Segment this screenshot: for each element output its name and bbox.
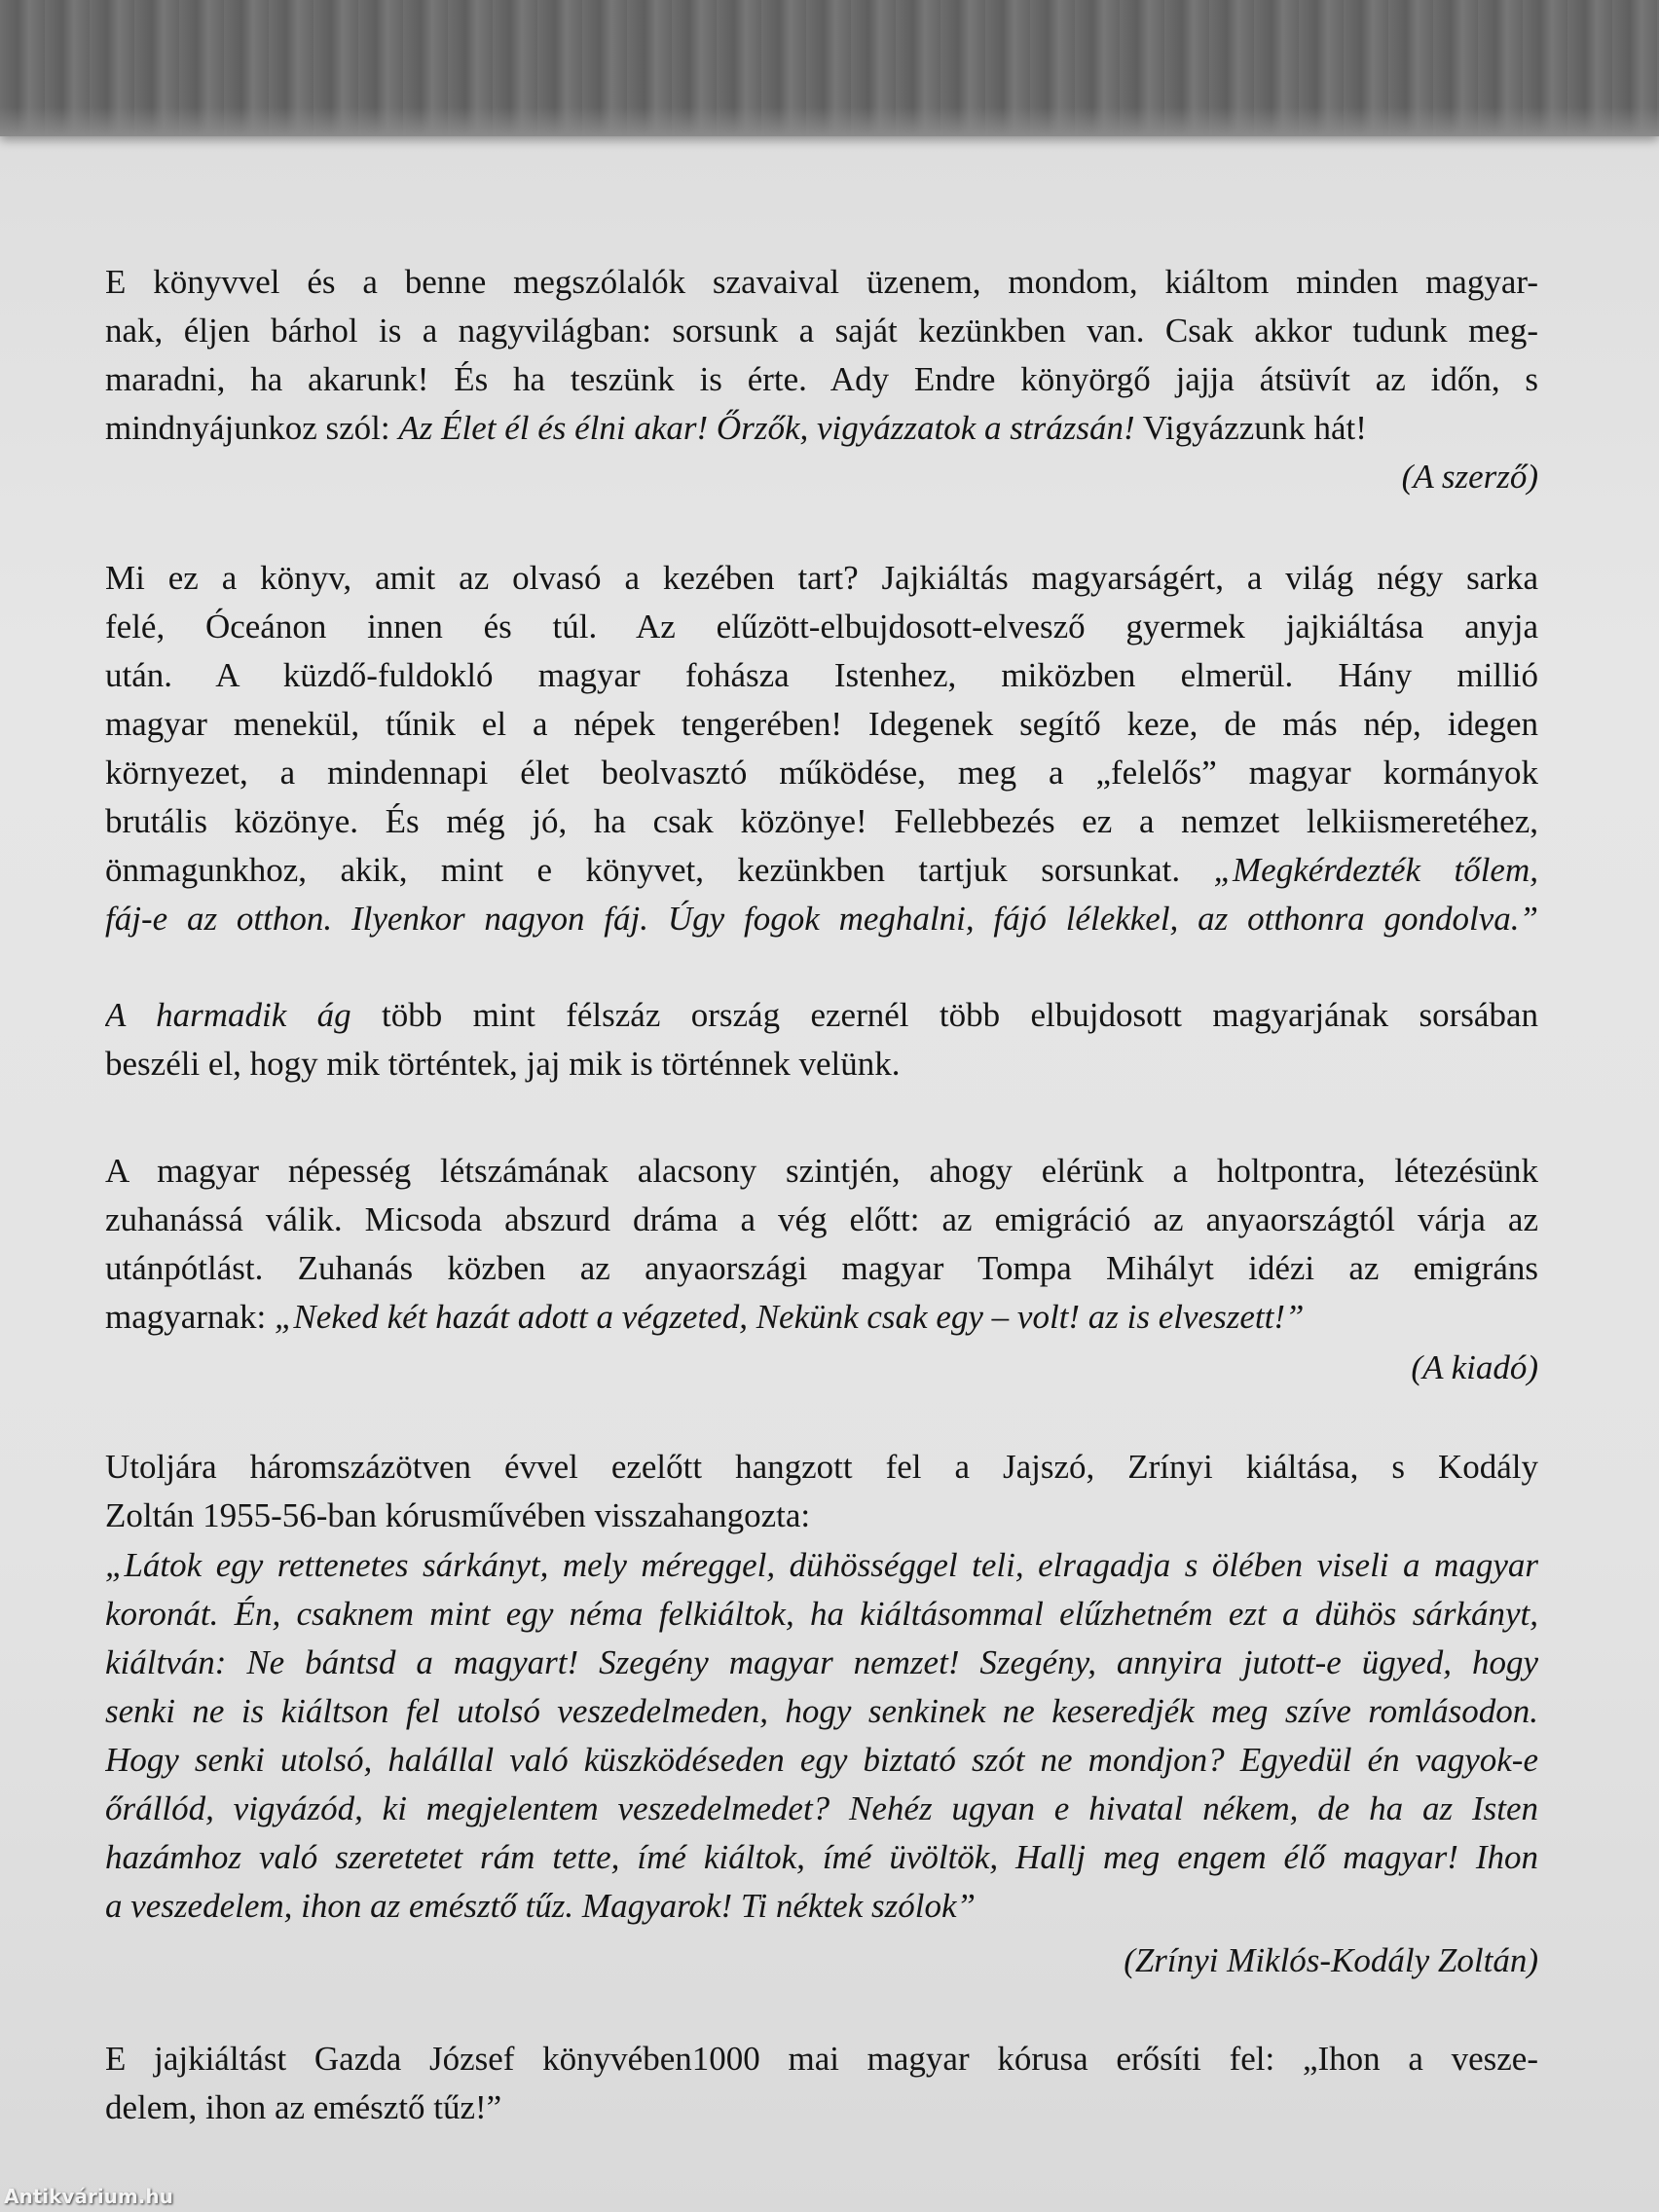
text-line [105, 797, 1538, 846]
text-line [105, 846, 1538, 895]
italic-text: A harmadik ág [105, 996, 351, 1034]
zrinyi-attribution: (Zrínyi Miklós-Kodály Zoltán) [1124, 1941, 1538, 1979]
text-line [105, 1443, 1538, 1492]
text-line [105, 603, 1538, 651]
watermark-logo: Antikvárium.hu [4, 2185, 173, 2208]
text: után. A küzdő-fuldokló magyar fohásza Istenhez, miközben elmerül. Hány millió [105, 656, 1538, 694]
text: Utoljára háromszázötven évvel ezelőtt hangzott fel a Jajszó, Zrínyi kiáltása, s Kodály [105, 1448, 1538, 1486]
text: környezet, a mindennapi élet beolvasztó működése, meg a „felelős” magyar kormányok [105, 754, 1538, 792]
book-description-paragraph [105, 554, 1538, 943]
text-line [105, 1687, 1538, 1736]
author-attribution: (A szerző) [1401, 458, 1538, 496]
text: Vigyázzunk hát! [1134, 409, 1367, 447]
text-line [105, 1492, 1538, 1540]
text: E könyvvel és a benne megszólalók szavaival üzenem, mondom, kiáltom minden magyar- [105, 263, 1538, 301]
italic-text: fáj-e az otthon. Ilyenkor nagyon fáj. Úgy fogok meghalni, fájó lélekkel, az otthonra gondolva.” [105, 900, 1538, 938]
text: Zoltán 1955-56-ban kórusművében visszahangozta: [105, 1496, 811, 1534]
text-line [105, 1736, 1538, 1785]
text: brutális közönye. És még jó, ha csak közönye! Fellebbezés ez a nemzet lelkiismeretéhez, [105, 802, 1538, 840]
italic-text: koronát. Én, csaknem mint egy néma felkiáltok, ha kiáltásommal elűzhetném ezt a dühös sárkányt, [105, 1595, 1538, 1633]
text: több mint félszáz ország ezernél több elbujdosott magyarjának sorsában [350, 996, 1538, 1034]
book-summary-paragraph [105, 991, 1538, 1088]
text-line [105, 1293, 1538, 1342]
text-line [105, 404, 1538, 453]
text: delem, ihon az emésztő tűz!” [105, 2088, 502, 2126]
text-line [105, 258, 1538, 307]
text-line [105, 307, 1538, 355]
book-cover-top-edge [0, 0, 1659, 136]
text: magyarnak: [105, 1298, 275, 1336]
publisher-attribution: (A kiadó) [1411, 1348, 1538, 1386]
text-line [105, 1244, 1538, 1293]
zrinyi-quote-paragraph [105, 1541, 1538, 1931]
text: E jajkiáltást Gazda József könyvében1000 mai magyar kórusa erősíti fel: „Ihon a vesze- [105, 2040, 1538, 2078]
italic-text: hazámhoz való szeretetet rám tette, ímé kiáltok, ímé üvöltök, Hallj meg engem élő magyar! Ihon [105, 1838, 1538, 1876]
text: beszéli el, hogy mik történtek, jaj mik is történnek velünk. [105, 1045, 901, 1083]
italic-text: Az Élet él és élni akar! Őrzők, vigyázzatok a strázsán! [398, 409, 1135, 447]
italic-text: őrállód, vigyázód, ki megjelentem veszedelmedet? Nehéz ugyan e hivatal nékem, de ha az Isten [105, 1789, 1538, 1827]
text-line [105, 1147, 1538, 1196]
text: mindnyájunkoz szól: [105, 409, 399, 447]
closing-paragraph [105, 2035, 1538, 2132]
text: A magyar népesség létszámának alacsony szintjén, ahogy elérünk a holtpontra, létezésünk [105, 1152, 1538, 1190]
text-line [105, 1882, 1538, 1931]
text-line [105, 895, 1538, 943]
text-line [105, 991, 1538, 1040]
text-line [105, 355, 1538, 404]
text-line [105, 1785, 1538, 1833]
italic-text: senki ne is kiáltson fel utolsó veszedelmeden, hogy senkinek ne keseredjék meg szíve romlásodon. [105, 1692, 1538, 1730]
text: nak, éljen bárhol is a nagyvilágban: sorsunk a saját kezünkben van. Csak akkor tudunk meg- [105, 312, 1538, 350]
italic-text: „Neked két hazát adott a végzeted, Nekünk csak egy – volt! az is elveszett!” [274, 1298, 1305, 1336]
italic-text: „Látok egy rettenetes sárkányt, mely méreggel, dühösséggel teli, elragadja s ölében viseli a magyar [105, 1546, 1538, 1584]
text-line [105, 749, 1538, 797]
text: Mi ez a könyv, amit az olvasó a kezében tart? Jajkiáltás magyarságért, a világ négy sarka [105, 559, 1538, 597]
text: zuhanássá válik. Micsoda abszurd dráma a vég előtt: az emigráció az anyaországtól várja az [105, 1200, 1538, 1238]
text-line [105, 2083, 1538, 2132]
italic-text: Hogy senki utolsó, halállal való küszködéseden egy biztató szót ne mondjon? Egyedül én vagyok-e [105, 1741, 1538, 1779]
text-line [105, 1590, 1538, 1639]
text-line [105, 700, 1538, 749]
zrinyi-intro-paragraph [105, 1443, 1538, 1540]
italic-text: a veszedelem, ihon az emésztő tűz. Magyarok! Ti néktek szólok” [105, 1887, 976, 1925]
text: maradni, ha akarunk! És ha teszünk is érte. Ady Endre könyörgő jajja átsüvít az időn, s [105, 360, 1538, 398]
text: magyar menekül, tűnik el a népek tengerében! Idegenek segítő keze, de más nép, idegen [105, 705, 1538, 743]
text-line [105, 1541, 1538, 1590]
text-line [105, 1196, 1538, 1244]
publisher-note-paragraph [105, 1147, 1538, 1342]
text: utánpótlást. Zuhanás közben az anyaországi magyar Tompa Mihályt idézi az emigráns [105, 1249, 1538, 1287]
text: felé, Óceánon innen és túl. Az elűzött-elbujdosott-elvesző gyermek jajkiáltása anyja [105, 608, 1538, 645]
text-line [105, 651, 1538, 700]
italic-text: „Megkérdezték tőlem, [1213, 851, 1538, 889]
italic-text: kiáltván: Ne bántsd a magyart! Szegény magyar nemzet! Szegény, annyira jutott-e ügyed, hogy [105, 1643, 1538, 1681]
author-note-paragraph [105, 258, 1538, 453]
text-line [105, 1040, 1538, 1088]
text-line [105, 554, 1538, 603]
text: önmagunkhoz, akik, mint e könyvet, kezünkben tartjuk sorsunkat. [105, 851, 1214, 889]
text-line [105, 1833, 1538, 1882]
text-line [105, 2035, 1538, 2083]
text-line [105, 1639, 1538, 1687]
